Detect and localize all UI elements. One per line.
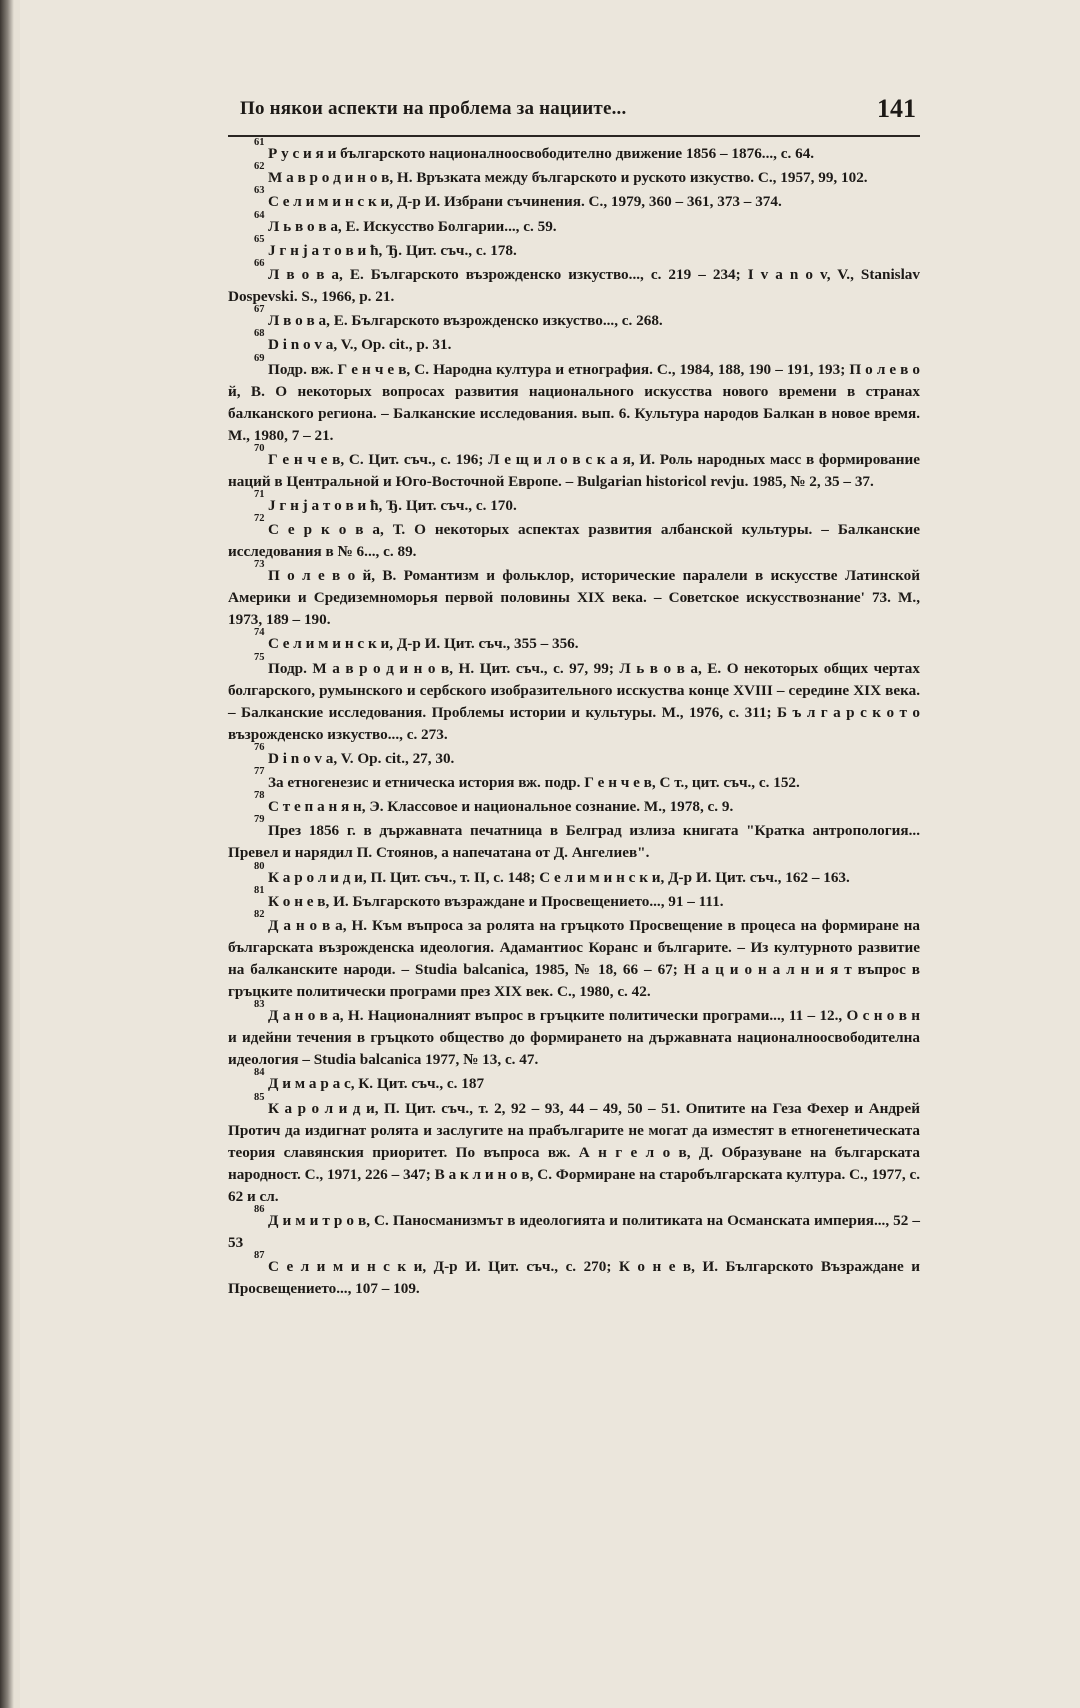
footnote-number: 83 (254, 999, 265, 1011)
footnotes-list (228, 137, 920, 1302)
footnote (228, 209, 920, 238)
footnote (228, 790, 920, 818)
footnote (228, 1249, 920, 1300)
footnote (228, 137, 920, 165)
footnote-number: 79 (254, 814, 265, 826)
footnote-text: Д а н о в а, Н. Националният въпрос в гръцките политически програми..., 11 – 12., О с н о в н и идейни течения в гръцкото общество до формирането на държавната националноосвободителна идеология – Studia balcanica 1977, № 13, с. 47. (228, 1007, 920, 1069)
footnote-number: 86 (254, 1203, 265, 1215)
footnote-text: Подр. М а в р о д и н о в, Н. Цит. съч., с. 97, 99; Л ь в о в а, Е. О некоторых общих чертах болгарского, румынского и сербского изобразительного исскуства конце XVIII – середине XIX века. – Балканские исследования. Проблемы истории и культуры. М., 1976, с. 311; Б ъ л г а р с к о т о възрожденско изкуство..., с. 273. (228, 659, 920, 743)
footnote-number: 70 (254, 442, 265, 454)
footnote-number: 76 (254, 741, 265, 753)
footnote-text: Р у с и я и българското националноосвободително движение 1856 – 1876..., с. 64. (268, 145, 815, 162)
footnote (228, 328, 920, 356)
footnote-text: Л в о в а, Е. Българското възрожденско изкуство..., с. 268. (268, 312, 663, 330)
footnote-text: D i n o v a, V. Op. cit., 27, 30. (268, 749, 455, 767)
book-spine-shadow (0, 0, 14, 1708)
footnote-text: К а р о л и д и, П. Цит. съч., т. II, с. 148; С е л и м и н с к и, Д-р И. Цит. съч., 162 – 163. (268, 868, 850, 886)
footnote (228, 884, 920, 913)
footnote-number: 66 (254, 257, 265, 269)
footnote-number: 61 (254, 137, 265, 148)
footnote (228, 860, 920, 889)
footnote-text: J г н j а т о в и ћ, Ђ. Цит. съч., с. 178. (268, 241, 517, 259)
footnote (228, 442, 920, 493)
footnote-text: С е л и м и н с к и, Д-р И. Цит. съч., с. 270; К о н е в, И. Българското Възраждане и Просвещението..., 107 – 109. (228, 1257, 920, 1297)
footnote (228, 233, 920, 262)
footnote-number: 72 (254, 513, 265, 525)
footnote (228, 161, 920, 189)
footnote-text: D i n o v a, V., Op. cit., p. 31. (268, 336, 452, 354)
footnote-text: За етногенезис и етническа история вж. подр. Г е н ч е в, С т., цит. съч., с. 152. (268, 774, 800, 791)
footnote-number: 82 (254, 908, 265, 920)
footnote-number: 84 (254, 1067, 265, 1079)
footnote-text: С е л и м и н с к и, Д-р И. Избрани съчинения. С., 1979, 360 – 361, 373 – 374. (268, 193, 782, 211)
footnote (228, 814, 920, 864)
footnote (228, 908, 920, 1003)
footnote (228, 1203, 920, 1254)
footnote (228, 513, 920, 563)
footnote-number: 69 (254, 352, 265, 364)
footnote-number: 67 (254, 304, 265, 316)
footnote-text: Г е н ч е в, С. Цит. съч., с. 196; Л е щ и л о в с к а я, И. Роль народных масс в формирование наций в Центральной и Юго-Восточной Европе. – Bulgarian historicol revju. 1985, № 2, 35 – 37. (228, 450, 920, 490)
footnote-number: 74 (254, 627, 265, 639)
footnote-text: М а в р о д и н о в, Н. Връзката между българското и руското изкуство. С., 1957, 99, 102. (268, 169, 868, 187)
footnote-text: Д а н о в а, Н. Към въпроса за ролята на гръцкото Просвещение в процеса на формиране на българската възрожденска идеология. Адамантиос Коранс и българите. – Из културното развитие на балканските народи. – Studia balcanica, 1985, № 18, 66 – 67; Н а ц и о н а л н и я т въпрос в гръцките политически програми през XIX век. С., 1980, с. 42. (228, 916, 920, 1000)
footnote-number: 64 (254, 209, 265, 221)
footnote-number: 71 (254, 488, 265, 500)
page-header (240, 94, 920, 128)
page-number: 141 (877, 94, 916, 123)
header-rule (228, 135, 920, 137)
footnote-text: К а р о л и д и, П. Цит. съч., т. 2, 92 – 93, 44 – 49, 50 – 51. Опитите на Геза Фехер и Андрей Протич да издигнат ролята и заслугите на прабългарите не могат да изместят в етногенетическата теория славянския приоритет. По въпроса вж. А н г е л о в, Д. Образуване на българската народност. С., 1971, 226 – 347; В а к л и н о в, С. Формиране на старобългарската култура. С., 1977, с. 62 и сл. (228, 1099, 920, 1205)
footnote-text: През 1856 г. в държавната печатница в Белград излиза книгата "Кратка антропология... Превел и нарядил П. Стоянов, а напечатана от Д. Ангелиев". (228, 822, 920, 862)
footnote-number: 75 (254, 651, 265, 663)
footnote-text: С е р к о в а, Т. О некоторых аспектах развития албанской культуры. – Балканские исследования в № 6..., с. 89. (228, 521, 920, 561)
footnote (228, 741, 920, 770)
footnote-number: 78 (254, 790, 265, 802)
footnote-number: 85 (254, 1091, 265, 1103)
footnote (228, 766, 920, 794)
footnote-text: Л ь в о в а, Е. Искусство Болгарии..., с. 59. (268, 217, 557, 235)
footnote-text: Д и м а р а с, К. Цит. съч., с. 187 (268, 1075, 485, 1093)
footnote-number: 87 (254, 1249, 265, 1261)
running-title: По някои аспекти на проблема за нациите... (240, 98, 627, 119)
footnote-text: С е л и м и н с к и, Д-р И. Цит. съч., 355 – 356. (268, 635, 579, 653)
footnote-text: Л в о в а, Е. Българското възрожденско изкуство..., с. 219 – 234; I v a n o v, V., Stanislav Dospevski. S., 1966, p. 21. (228, 265, 920, 305)
footnote (228, 1091, 920, 1208)
footnote-text: J г н j а т о в и ћ, Ђ. Цит. съч., с. 170. (268, 496, 517, 514)
footnote (228, 651, 920, 746)
footnote (228, 352, 920, 447)
footnote (228, 185, 920, 213)
footnote-number: 77 (254, 766, 265, 777)
footnote (228, 488, 920, 517)
footnote (228, 257, 920, 308)
footnote-text: Подр. вж. Г е н ч е в, С. Народна култура и етнография. С., 1984, 188, 190 – 191, 193; П о л е в о й, В. О некоторых вопросах развития национального искусства нового времени в странах балканского региона. – Балканские исследования. вып. 6. Культура народов Балкан в новое время. М., 1980, 7 – 21. (228, 360, 920, 444)
footnote-number: 80 (254, 860, 265, 872)
footnote-text: Д и м и т р о в, С. Паносманизмът в идеологията и политиката на Османската империя..., 52 – 53 (228, 1211, 920, 1251)
footnote-text: С т е п а н я н, Э. Классовое и национальное сознание. М., 1978, с. 9. (268, 798, 734, 816)
footnote-text: П о л е в о й, В. Романтизм и фольклор, исторические паралели в искусстве Латинской Америки и Средиземноморья первой половины XIX века. – Советское искусствознание' 73. М., 1973, 189 – 190. (228, 567, 920, 629)
footnote-number: 62 (254, 161, 265, 173)
footnote (228, 304, 920, 332)
footnote-number: 73 (254, 559, 265, 571)
footnote-number: 63 (254, 185, 265, 197)
footnote (228, 1067, 920, 1095)
footnote (228, 999, 920, 1071)
footnote-number: 81 (254, 884, 265, 896)
footnote-number: 68 (254, 328, 265, 340)
footnote-text: К о н е в, И. Българското възраждане и Просвещението..., 91 – 111. (268, 892, 724, 910)
footnote (228, 627, 920, 655)
footnote (228, 559, 920, 631)
footnote-number: 65 (254, 233, 265, 245)
